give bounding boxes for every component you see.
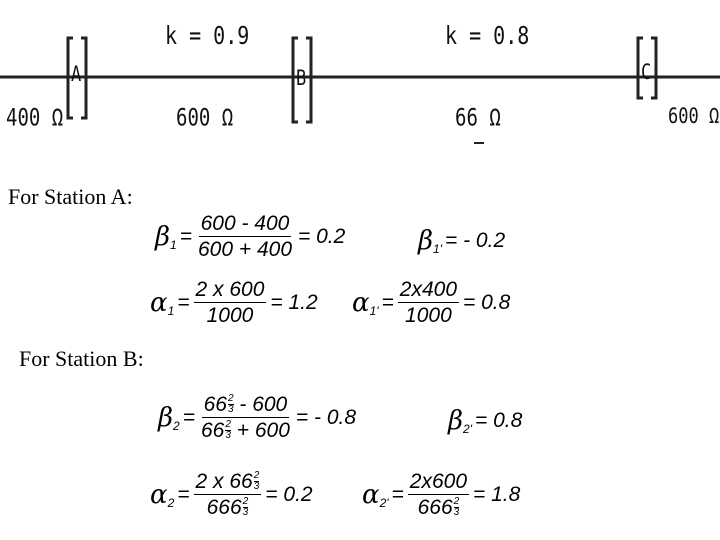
denominator: 1000 — [206, 304, 254, 328]
beta-symbol: β — [155, 221, 171, 252]
small-num: 2 — [242, 496, 249, 508]
beta1-equation — [155, 212, 345, 261]
impedance-66: 66 Ω — [455, 104, 501, 132]
transmission-line-diagram — [0, 0, 720, 160]
subscript: 1' — [369, 303, 379, 318]
whole-part: 66 — [200, 419, 225, 443]
small-fraction — [243, 497, 249, 518]
small-num: 2 — [453, 496, 460, 508]
junction-label-a: A — [71, 62, 82, 87]
numerator-rest: - 600 — [239, 393, 288, 416]
alpha2-equation — [150, 470, 313, 519]
equals-sign: = — [182, 405, 195, 429]
mixed-number — [201, 419, 231, 442]
equals-sign: = — [177, 482, 190, 506]
whole-part: 66 — [203, 393, 227, 416]
mixed-number — [196, 470, 260, 493]
equals-sign: = — [381, 290, 394, 314]
coefficient-k1: k = 0.9 — [165, 20, 250, 50]
subscript: 1' — [433, 242, 442, 256]
numerator: 2 x 600 — [194, 278, 267, 303]
alpha2-prime-fraction — [408, 470, 469, 519]
subscript: 1 — [170, 237, 177, 252]
small-num: 2 — [227, 393, 234, 405]
small-den: 3 — [225, 430, 231, 442]
small-num: 2 — [225, 419, 231, 431]
small-fraction — [228, 394, 234, 415]
alpha2-prime-equation — [362, 470, 520, 519]
station-b-heading: For Station B: — [19, 346, 144, 371]
beta2-prime-result: = 0.8 — [475, 409, 523, 432]
alpha-symbol: α — [150, 287, 168, 318]
alpha-symbol: α — [150, 479, 168, 510]
alpha1-prime-fraction — [398, 278, 459, 327]
denominator — [416, 495, 462, 519]
alpha1-fraction — [194, 278, 267, 327]
beta1-result: = 0.2 — [298, 224, 346, 248]
denominator: 600 + 400 — [197, 238, 292, 262]
beta2-result: = - 0.8 — [295, 405, 357, 429]
mixed-number — [204, 393, 234, 416]
beta1-fraction — [196, 212, 294, 261]
alpha1-result: = 1.2 — [270, 290, 318, 314]
alpha1-equation — [150, 278, 318, 327]
beta-symbol: β — [418, 226, 434, 256]
mixed-number — [207, 496, 249, 519]
beta1-prime-result: = - 0.2 — [445, 229, 506, 252]
alpha2-result: = 0.2 — [265, 482, 313, 506]
equals-sign: = — [179, 224, 192, 248]
beta2-equation — [158, 393, 356, 442]
equals-sign: = — [391, 482, 404, 506]
small-num: 2 — [253, 470, 260, 482]
small-den: 3 — [227, 404, 234, 416]
line-drawing — [0, 0, 720, 160]
small-den: 3 — [253, 481, 260, 493]
subscript: 2 — [173, 418, 180, 433]
alpha-symbol: α — [362, 479, 380, 510]
station-a-heading: For Station A: — [8, 184, 133, 209]
beta-symbol: β — [448, 406, 464, 436]
denominator: 1000 — [405, 304, 452, 328]
impedance-600-c: 600 Ω — [668, 104, 720, 129]
numerator: 2x400 — [398, 278, 459, 303]
numerator: 2x600 — [408, 470, 469, 495]
junction-label-b: B — [296, 66, 307, 91]
mixed-number — [418, 496, 460, 519]
subscript: 1 — [167, 303, 175, 318]
subscript: 2' — [463, 422, 472, 436]
numerator — [202, 393, 290, 418]
beta1-prime-equation — [418, 226, 505, 256]
small-fraction — [225, 420, 231, 441]
beta-symbol: β — [158, 402, 174, 433]
alpha2-prime-result: = 1.8 — [473, 482, 521, 506]
junction-label-c: C — [641, 60, 652, 85]
equals-sign: = — [177, 290, 190, 314]
alpha1-prime-equation — [352, 278, 510, 327]
beta2-prime-equation — [448, 406, 522, 436]
numerator — [194, 470, 262, 495]
denominator-rest: + 600 — [236, 419, 290, 443]
alpha2-fraction — [194, 470, 262, 519]
alpha-symbol: α — [352, 287, 370, 318]
whole-part: 666 — [206, 496, 242, 520]
whole-part: 666 — [417, 496, 453, 520]
small-fraction — [454, 497, 460, 518]
beta2-fraction — [199, 393, 292, 442]
subscript: 2 — [167, 495, 175, 510]
denominator — [205, 495, 251, 519]
small-den: 3 — [242, 507, 249, 519]
denominator — [199, 418, 292, 442]
alpha1-prime-result: = 0.8 — [463, 290, 511, 314]
coefficient-k2: k = 0.8 — [445, 20, 530, 50]
whole-part: 2 x 66 — [195, 470, 253, 493]
small-den: 3 — [453, 507, 460, 519]
subscript: 2' — [379, 495, 389, 510]
impedance-600-ab: 600 Ω — [176, 104, 234, 132]
impedance-400: 400 Ω — [6, 104, 64, 132]
numerator: 600 - 400 — [199, 212, 292, 237]
small-fraction — [254, 471, 260, 492]
